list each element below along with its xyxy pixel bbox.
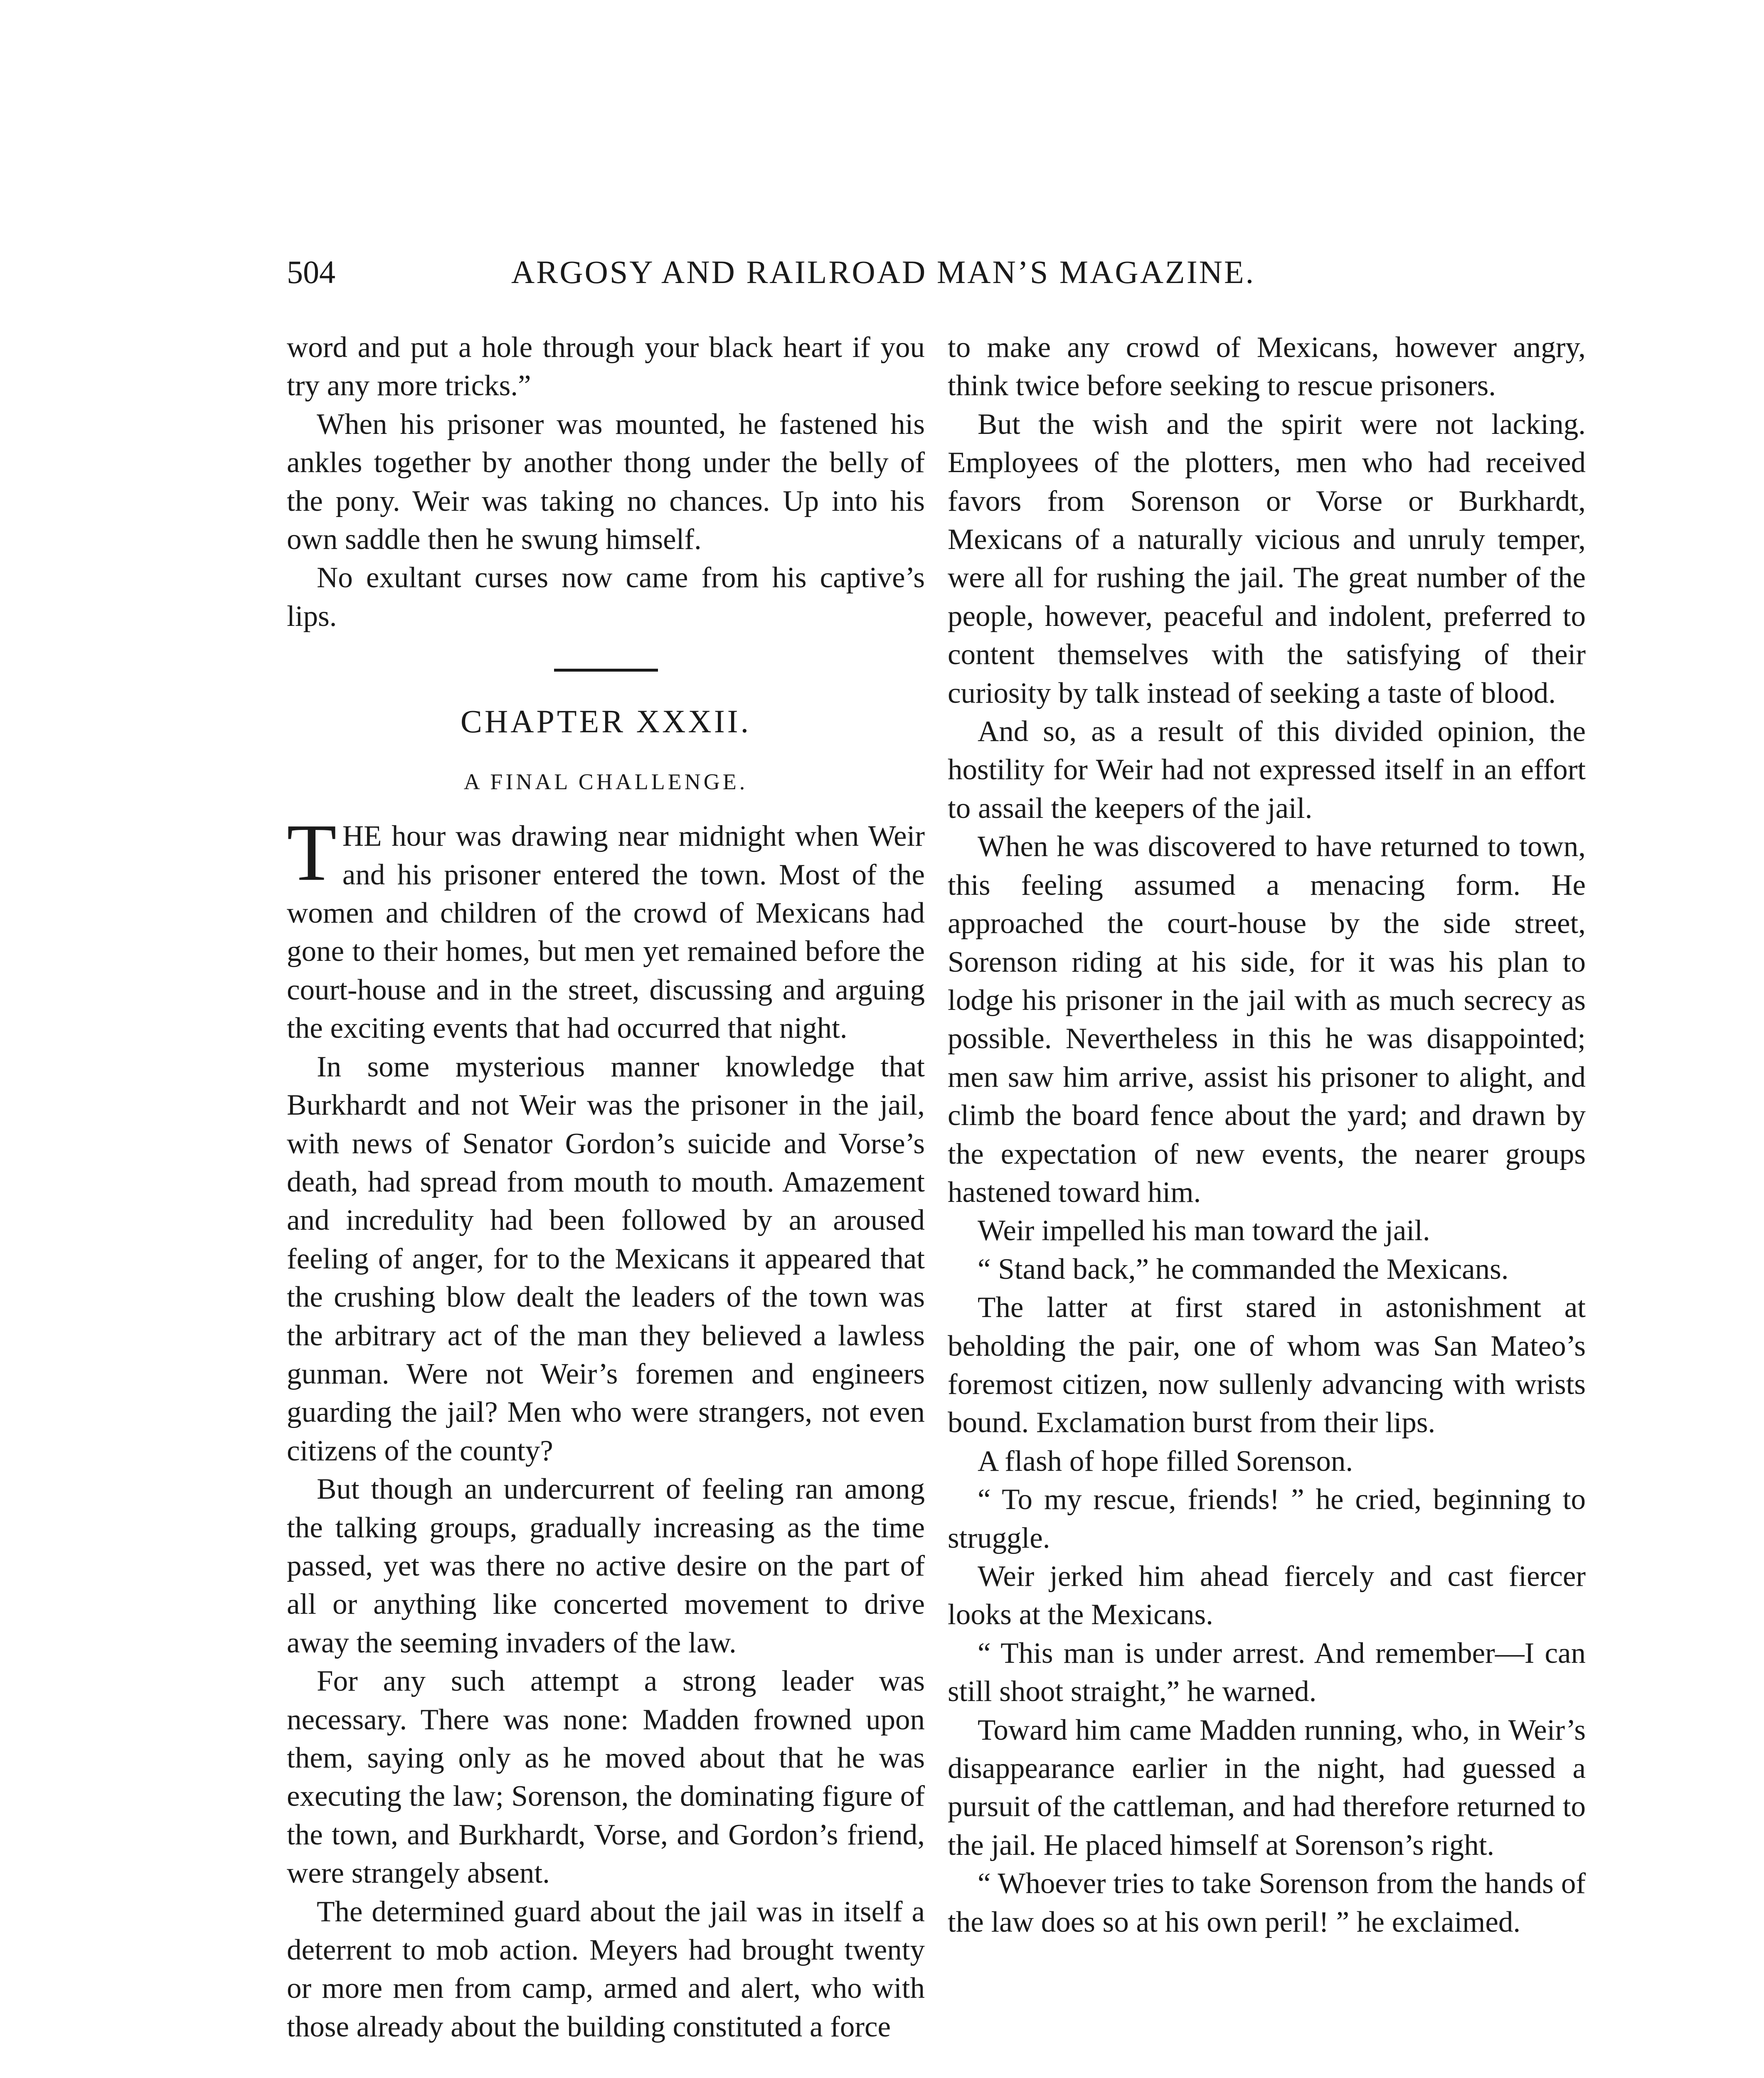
section-divider [554,669,658,672]
paragraph: But though an undercurrent of feeling ran among the talking groups, gradually increasing as the time passed, yet was there no active desire on the part of all or anything like concerted movement to drive away the seeming invaders of the law. [287,1473,925,1659]
paragraph: “ This man is under arrest. And remember—I can still shoot straight,” he warned. [948,1637,1586,1708]
running-title: ARGOSY AND RAILROAD MAN’S MAGAZINE. [511,254,1256,290]
paragraph: “ Stand back,” he commanded the Mexicans. [978,1253,1509,1285]
paragraph: Weir jerked him ahead fiercely and cast fiercer looks at the Mexicans. [948,1560,1586,1631]
paragraph: In some mysterious manner knowledge that Burkhardt and not Weir was the prisoner in the jail, with news of Senator Gordon’s suicide and Vorse’s death, had spread from mouth to mouth. Amazement and incredulity had been followed by an aroused feeling of anger, for to the Mexicans it appeared that the crushing blow dealt the leaders of the town was the arbitrary act of the man they believed a lawless gunman. Were not Weir’s foremen and engineers guarding the jail? Men who were strangers, not even citizens of the county? [287,1050,925,1467]
page-number: 504 [287,254,335,290]
chapter-title: CHAPTER XXXII. [460,703,751,740]
paragraph: “ Whoever tries to take Sorenson from the hands of the law does so at his own peril! ” he exclaimed. [948,1867,1586,1938]
paragraph: Weir impelled his man toward the jail. [978,1214,1430,1247]
drop-cap: T [287,808,337,898]
paragraph: word and put a hole through your black heart if you try any more tricks.” [287,331,925,402]
paragraph: Toward him came Madden running, who, in Weir’s disappearance earlier in the night, had guessed a pursuit of the cattleman, and had therefore returned to the jail. He placed himself at Sorenson’s right. [948,1714,1586,1861]
paragraph: The determined guard about the jail was in itself a deterrent to mob action. Meyers had brought twenty or more men from camp, armed and alert, who with those already about the building constituted a force [287,1895,925,2043]
paragraph-continuation: to make any crowd of Mexicans, however angry, think twice before seeking to rescue prisoners. [948,331,1586,402]
paragraph: No exultant curses now came from his captive’s lips. [287,561,925,633]
paragraph: A flash of hope filled Sorenson. [978,1445,1353,1477]
paragraph: When he was discovered to have returned to town, this feeling assumed a menacing form. He approached the court-house by the side street, Sorenson riding at his side, for it was his plan to lodge his prisoner in the jail with as much secrecy as possible. Nevertheless in this he was disappointed; men saw him arrive, assist his prisoner to alight, and climb the board fence about the yard; and drawn by the expectation of new events, the nearer groups hastened toward him. [948,830,1586,1209]
left-column [287,328,925,2046]
paragraph: But the wish and the spirit were not lacking. Employees of the plotters, men who had received favors from Sorenson or Vorse or Burkhardt, Mexicans of a naturally vicious and unruly temper, were all for rushing the jail. The great number of the people, however, peaceful and indolent, preferred to content themselves with the satisfying of their curiosity by talk instead of seeking a taste of blood. [948,408,1586,709]
paragraph: When his prisoner was mounted, he fastened his ankles together by another thong under the belly of the pony. Weir was taking no chances. Up into his own saddle then he swung himself. [287,408,925,556]
page-header [287,249,1480,295]
right-column [948,328,1586,1941]
chapter-opening-paragraph [287,808,925,1047]
paragraph: The latter at first stared in astonishment at beholding the pair, one of whom was San Mateo’s foremost citizen, now sullenly advancing with wrists bound. Exclamation burst from their lips. [948,1291,1586,1439]
chapter-subtitle: A FINAL CHALLENGE. [463,769,748,795]
paragraph: And so, as a result of this divided opinion, the hostility for Weir had not expressed itself in an effort to assail the keepers of the jail. [948,715,1586,825]
paragraph: “ To my rescue, friends! ” he cried, beginning to struggle. [948,1483,1586,1554]
opening-text: HE hour was drawing near midnight when Weir and his prisoner entered the town. Most of the women and children of the crowd of Mexicans had gone to their homes, but men yet remained before the court-house and in the street, discussing and arguing the exciting events that had occurred that night. [287,820,925,1045]
paragraph: For any such attempt a strong leader was necessary. There was none: Madden frowned upon them, saying only as he moved about that he was executing the law; Sorenson, the dominating figure of the town, and Burkhardt, Vorse, and Gordon’s friend, were strangely absent. [287,1665,925,1890]
